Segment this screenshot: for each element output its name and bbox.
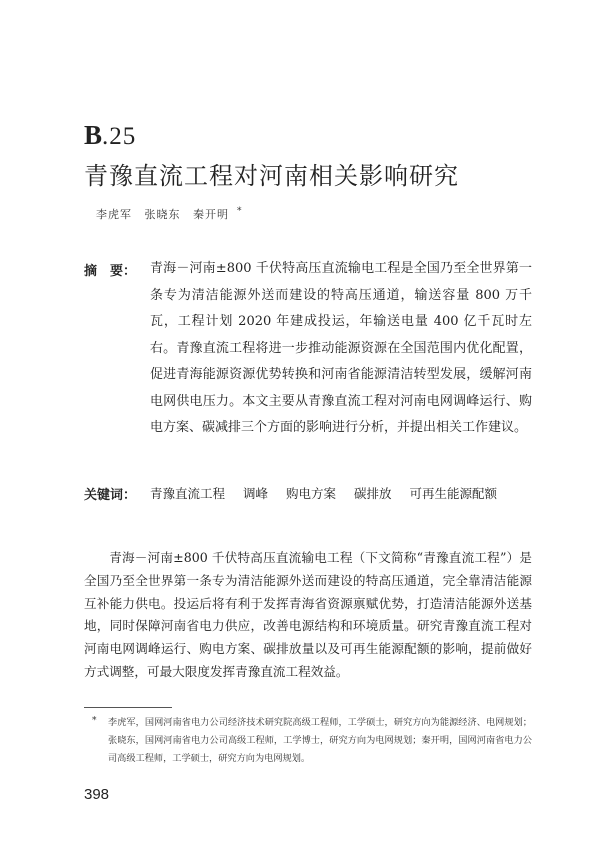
keyword: 青豫直流工程	[150, 486, 226, 501]
author-line	[96, 206, 251, 222]
chapter-index: .25	[102, 123, 137, 150]
intro-paragraph: 青海－河南±800 千伏特高压直流输电工程（下文简称“青豫直流工程”）是全国乃至全世界第一条专为清洁能源外送而建设的特高压通道，完全靠清洁能源互补能力供电。投运后将有利于发挥青海省资源禀赋优势，打造清洁能源外送基地，同时保障河南省电力供应，改善电源结构和环境质量。研究青豫直流工程对河南电网调峰运行、购电方案、碳排放量以及可再生能源配额的影响，提前做好方式调整，可最大限度发挥青豫直流工程效益。	[84, 550, 532, 679]
author-footnote-mark: *	[237, 206, 243, 217]
keyword: 购电方案	[286, 486, 337, 501]
footnote-marker: *	[92, 716, 97, 726]
keyword: 调峰	[243, 486, 269, 501]
chapter-number	[84, 120, 136, 151]
keywords-label: 关键词：	[84, 488, 137, 503]
author-name: 秦开明 *	[193, 206, 243, 221]
abstract-text: 青海－河南±800 千伏特高压直流输电工程是全国乃至全世界第一条专为清洁能源外送而建设的特高压通道，输送容量 800 万千瓦，工程计划 2020 年建成投运，年输送电量 400 亿千瓦时左右。青豫直流工程将进一步推动能源资源在全国范围内优化配置，促进青海能源资源优势转换和河南省能源清洁转型发展，缓解河南电网供电压力。本文主要从青豫直流工程对河南电网调峰运行、购电方案、碳减排三个方面的影响进行分析，并提出相关工作建议。	[150, 261, 532, 435]
author-name: 李虎军	[96, 208, 132, 221]
keywords-list	[150, 484, 511, 502]
footnote-divider	[84, 707, 172, 708]
keyword: 可再生能源配额	[409, 486, 498, 501]
chapter-letter: B	[84, 120, 103, 150]
footnote-text: 李虎军，国网河南省电力公司经济技术研究院高级工程师，工学硕士，研究方向为能源经济、电网规划；张晓东，国网河南省电力公司高级工程师，工学博士，研究方向为电网规划；秦开明，国网河南省电力公司高级工程师，工学硕士，研究方向为电网规划。	[108, 717, 532, 764]
page-title: 青豫直流工程对河南相关影响研究	[84, 162, 459, 190]
keyword: 碳排放	[354, 486, 392, 501]
abstract-label: 摘 要：	[84, 264, 137, 279]
page-number: 398	[84, 786, 110, 803]
author-name: 张晓东	[144, 208, 181, 221]
